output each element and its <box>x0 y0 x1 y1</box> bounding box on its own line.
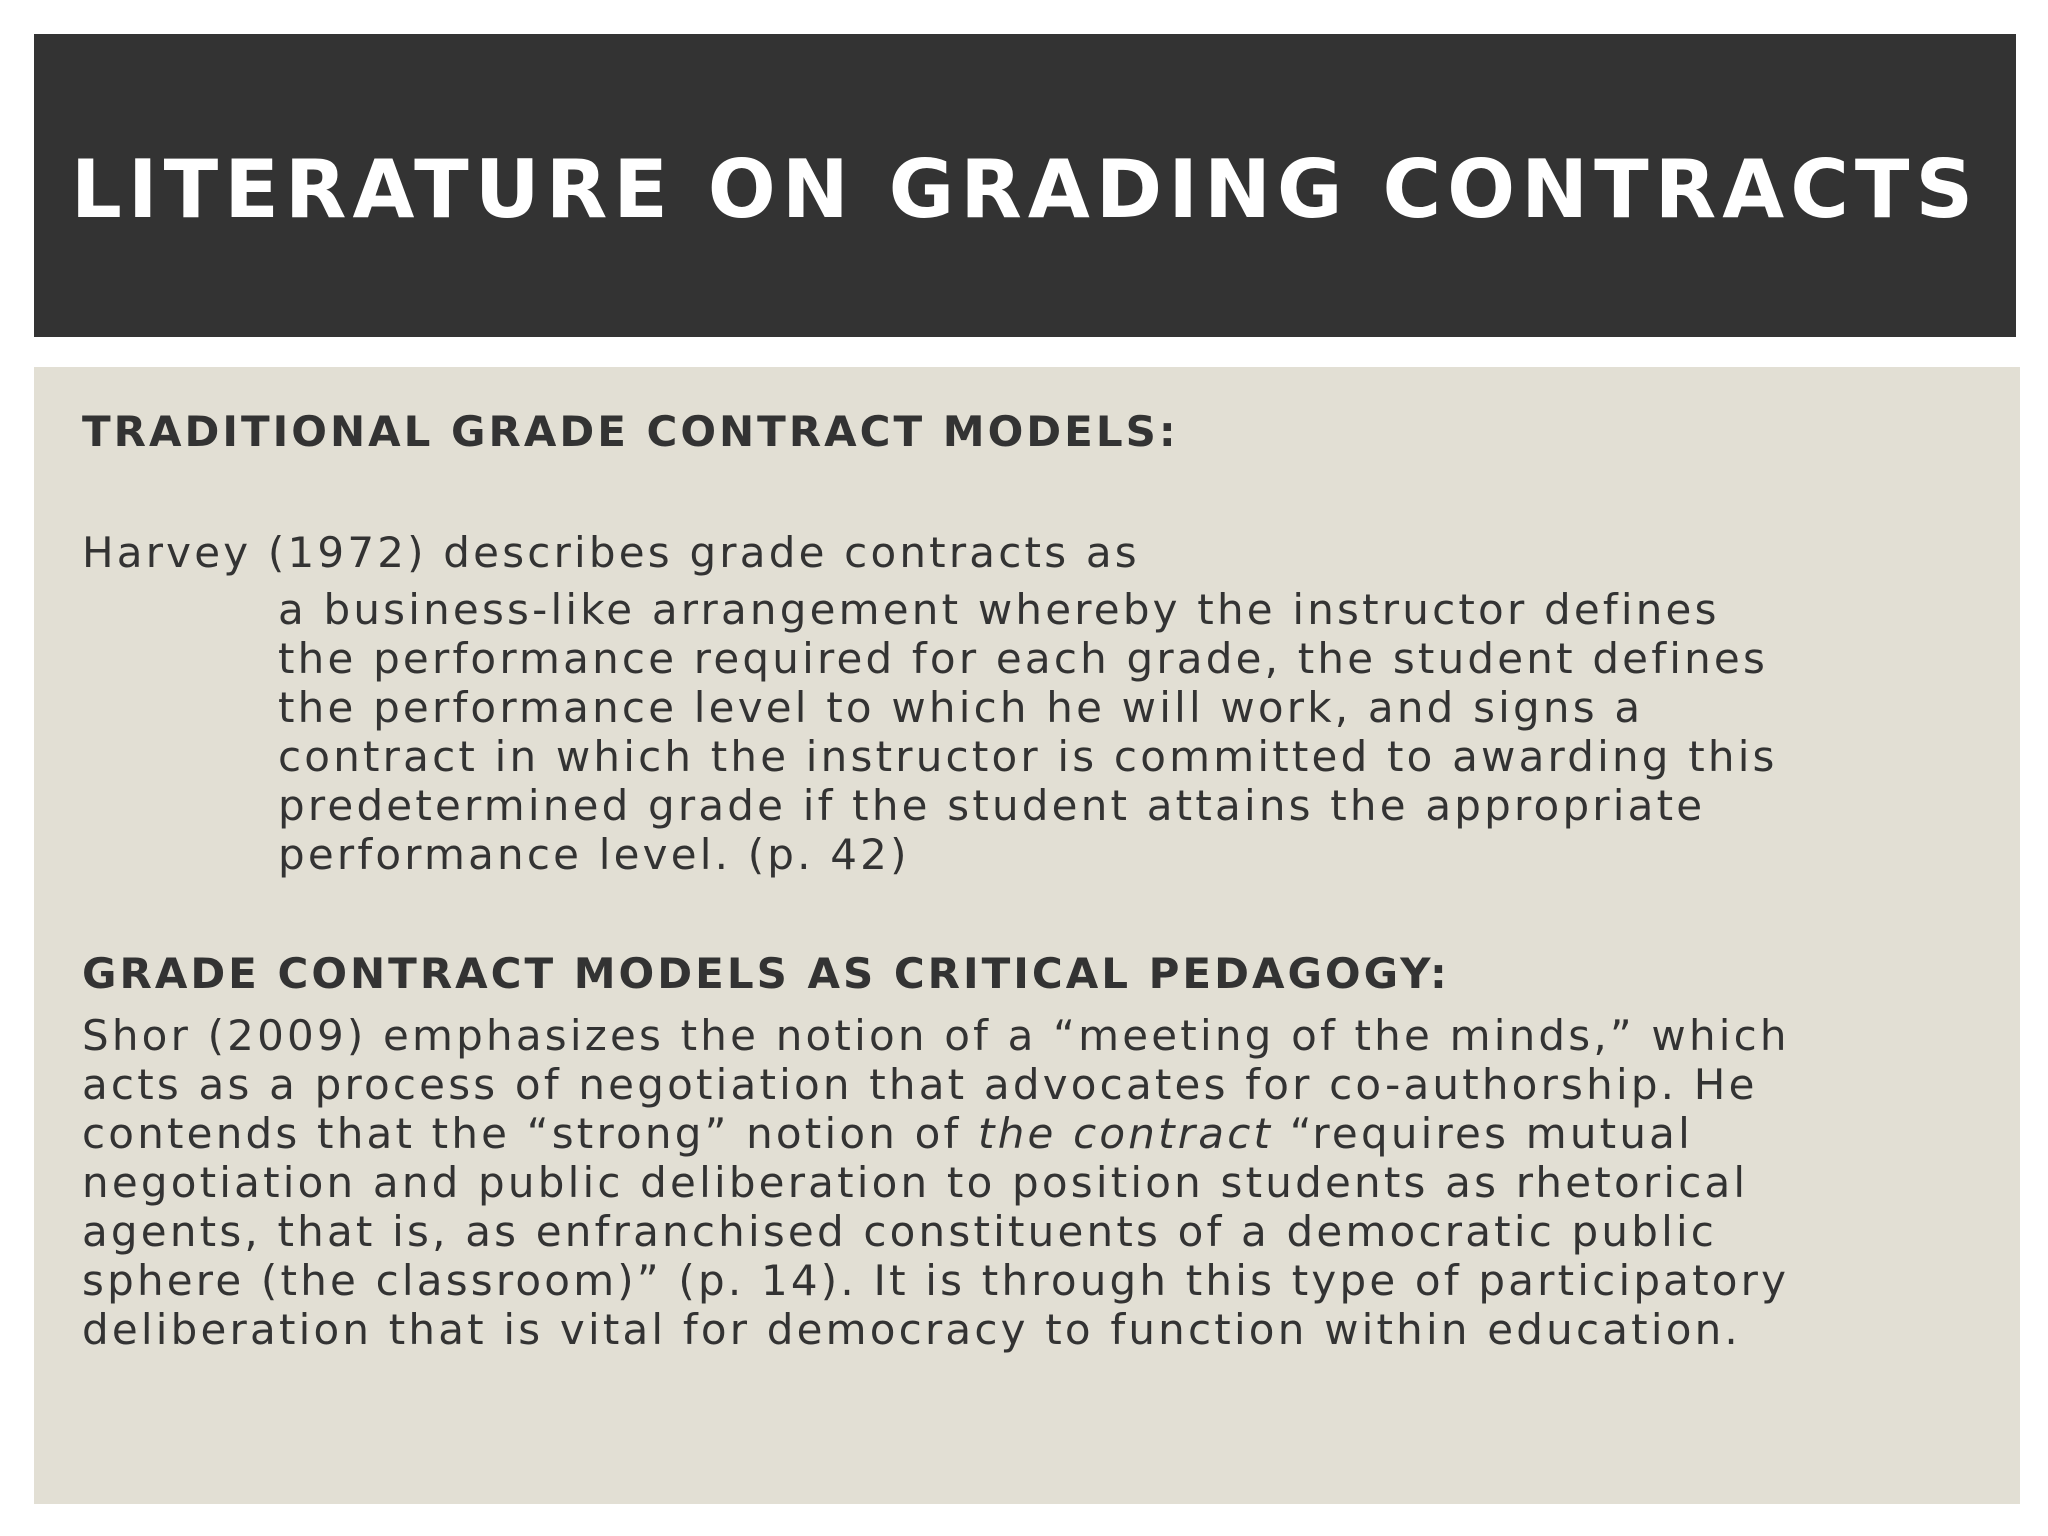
harvey-intro: Harvey (1972) describes grade contracts as <box>82 528 1140 577</box>
body-line: Shor (2009) emphasizes the notion of a “meeting of the minds,” which <box>82 1011 1790 1060</box>
quote-line: contract in which the instructor is committed to awarding this <box>278 732 1778 781</box>
slide-title: LITERATURE ON GRADING CONTRACTS <box>70 143 1980 236</box>
body-line: sphere (the classroom)” (p. 14). It is through this type of participatory <box>82 1256 1790 1305</box>
italic-term: the contract <box>978 1109 1274 1158</box>
body-line: acts as a process of negotiation that advocates for co-authorship. He <box>82 1060 1758 1109</box>
body-text: contends that the “strong” notion of <box>82 1109 979 1158</box>
body-text: “requires mutual <box>1273 1109 1693 1158</box>
body-line: deliberation that is vital for democracy to function within education. <box>82 1305 1741 1354</box>
quote-line: the performance level to which he will work, and signs a <box>278 683 1644 732</box>
quote-line: the performance required for each grade, the student defines <box>278 634 1769 683</box>
title-bar <box>34 34 2016 337</box>
shor-paragraph <box>82 1011 2020 1354</box>
section-heading-traditional: TRADITIONAL GRADE CONTRACT MODELS: <box>82 407 1179 456</box>
harvey-block-quote <box>278 585 2020 879</box>
body-line: negotiation and public deliberation to position students as rhetorical <box>82 1158 1749 1207</box>
body-line: agents, that is, as enfranchised constituents of a democratic public <box>82 1207 1718 1256</box>
content-box <box>34 367 2020 1504</box>
quote-line: performance level. (p. 42) <box>278 830 910 879</box>
section-heading-critical-pedagogy: GRADE CONTRACT MODELS AS CRITICAL PEDAGOGY: <box>82 949 1450 998</box>
quote-line: predetermined grade if the student attains the appropriate <box>278 781 1706 830</box>
body-line <box>82 1109 2020 1158</box>
quote-line: a business-like arrangement whereby the instructor defines <box>278 585 1720 634</box>
